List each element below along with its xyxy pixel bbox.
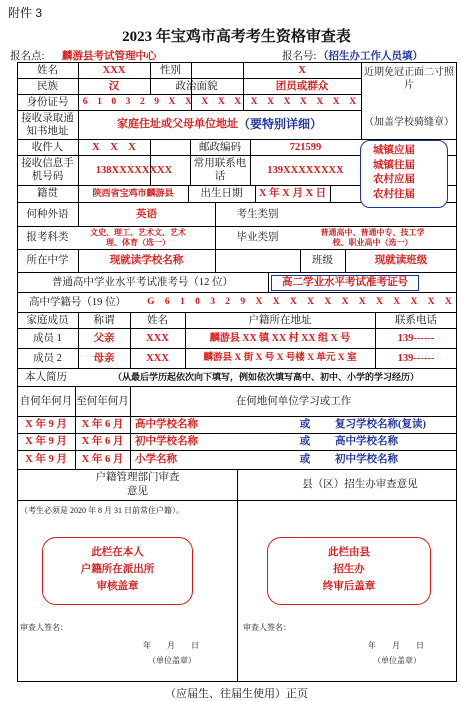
gender-label: 性别 [160, 64, 181, 76]
student-no-digit: X [376, 296, 383, 307]
student-no-digit: X [324, 296, 332, 307]
from-header: 自何年何月 [19, 395, 73, 407]
birth-label: 出生日期 [200, 188, 243, 199]
subject-value: 文史、理工、艺术文、艺术理、体育（选一） [90, 227, 186, 247]
to-header: 至何年何月 [76, 395, 129, 407]
member1-address: 麟游县 XX 镇 XX 村 XX 组 X 号 [209, 332, 351, 344]
category-hint-line: 农村往届 [373, 188, 415, 200]
resume-alt: 复习学校名称(复读) [335, 419, 426, 430]
reg-no-label: 报名号: [282, 51, 317, 62]
photo-note: （加盖学校骑缝章） [364, 116, 454, 128]
resume-from: X 年 9 月 [25, 419, 67, 430]
gender-value: X [298, 64, 306, 76]
where-header: 在何地何单位学习或工作 [235, 395, 352, 407]
id-number [78, 94, 361, 110]
member2-name: XXX [146, 352, 169, 364]
reg-no-value: （招生办工作人员填） [318, 51, 423, 62]
ethnicity-label: 民族 [37, 80, 58, 92]
footer-caption: （应届生、往届生使用）正页 [165, 688, 308, 700]
member2-phone: 139------ [397, 352, 435, 364]
class-label: 班级 [312, 255, 333, 266]
student-no-digit: X [410, 296, 418, 307]
category-hint-line: 农村应届 [373, 174, 415, 185]
recipient-label: 收件人 [31, 141, 64, 153]
student-no-digit: 9 [240, 296, 246, 307]
left-stamp-line: 审核盖章 [96, 581, 139, 592]
hukou-address-header: 户籍所在地址 [248, 314, 312, 326]
id-digit: 2 [139, 96, 145, 107]
phone-label: 常用联系电话 [193, 158, 247, 182]
student-no-digit: G [147, 296, 155, 307]
resume-note: （从最后学历起依次向下填写，例如依次填写高中、初中、小学的学习经历） [112, 371, 419, 382]
name-value: XXX [102, 64, 126, 76]
family-member-header: 家庭成员 [26, 314, 69, 326]
id-digit: X [299, 96, 307, 107]
resume-alt: 高中学校名称 [335, 436, 398, 447]
county-office-header: 县（区）招生办审查意见 [302, 478, 418, 490]
student-number [142, 292, 457, 312]
member2-label: 成员 2 [33, 352, 62, 364]
language-label: 何种外语 [26, 208, 69, 220]
date-right: 年 月 日 [368, 641, 424, 650]
grad-type-value: 普通高中、普通中专、技工学校、职业高中（选一） [320, 227, 425, 247]
category-hint-lines [373, 144, 415, 202]
mobile-value: 138XXXXXXXX [95, 164, 173, 176]
student-no-digit: 0 [195, 296, 200, 307]
student-no-digit: X [255, 296, 263, 307]
resume-alt: 初中学校名称 [335, 454, 398, 465]
resume-or: 或 [299, 436, 311, 447]
school-label: 所在中学 [26, 255, 69, 266]
resume-to: X 年 6 月 [81, 436, 124, 447]
political-label: 政治面貌 [175, 80, 218, 92]
ethnicity-value: 汉 [108, 80, 120, 92]
photo-label-text: 近期免冠正面二寸照片 [364, 67, 454, 91]
student-no-digit: 2 [225, 296, 231, 307]
resume-school: 小学名称 [135, 454, 177, 465]
grad-type-label: 毕业类别 [236, 232, 279, 243]
mobile-label: 接收信息手机号码 [21, 158, 74, 182]
hukou-note: （考生必须是 2020 年 8 月 31 日前常住户籍）。 [20, 506, 184, 515]
attachment-label: 附件 3 [8, 6, 43, 20]
id-digit: X [349, 96, 357, 107]
student-no-label: 高中学籍号（19 位） [28, 296, 127, 308]
student-no-digit: X [341, 296, 349, 307]
native-label: 籍贯 [37, 188, 58, 199]
address-label: 接收录取通知书地址 [21, 112, 74, 137]
resume-from: X 年 9 月 [25, 454, 67, 465]
subject-label: 报考科类 [26, 232, 69, 243]
student-no-digit: X [444, 296, 452, 307]
right-stamp-line: 此栏由县 [328, 547, 370, 558]
postcode-value: 721599 [289, 141, 322, 153]
member1-phone: 139------ [397, 332, 435, 344]
id-digit: X [332, 96, 340, 107]
reg-point-label: 报名点: [10, 51, 45, 62]
id-digit: X [201, 96, 209, 107]
resume-from: X 年 9 月 [25, 436, 67, 447]
reviewer-right: 审查人签名： [243, 623, 291, 632]
student-no-digit: X [427, 296, 435, 307]
member2-address: 麟游县 X 街 X 号 X 号楼 X 单元 X 室 [203, 352, 357, 363]
date-left: 年 月 日 [143, 641, 199, 650]
resume-to: X 年 6 月 [81, 454, 124, 465]
student-no-digit: 6 [164, 296, 170, 307]
id-digit: 1 [97, 96, 102, 107]
id-digit: 6 [82, 96, 88, 107]
member1-relation: 父亲 [93, 332, 115, 344]
category-label: 考生类别 [236, 208, 279, 220]
photo-label [361, 64, 457, 94]
phone-value: 139XXXXXXXX [267, 164, 344, 176]
reviewer-left: 审查人签名： [20, 623, 68, 632]
id-digit: X [283, 96, 291, 107]
id-digit: 9 [154, 96, 159, 107]
id-label: 身份证号 [26, 96, 69, 108]
resume-or: 或 [299, 419, 311, 430]
id-digit: X [267, 96, 274, 107]
id-digit: X [250, 96, 258, 107]
student-no-digit: X [358, 296, 366, 307]
resume-school: 初中学校名称 [135, 436, 198, 447]
birth-value: X 年 X 月 X 日 [258, 188, 327, 199]
id-digit: X [234, 96, 242, 107]
category-hint-line: 城镇往届 [373, 159, 415, 171]
right-stamp-line: 终审后盖章 [322, 581, 376, 592]
left-stamp-line: 此栏在本人 [91, 547, 144, 558]
postcode-label: 邮政编码 [199, 141, 241, 153]
name-label: 姓名 [37, 64, 58, 76]
member1-label: 成员 1 [33, 332, 62, 344]
language-value: 英语 [136, 208, 157, 220]
reg-point-value: 麟游县考试管理中心 [62, 51, 157, 62]
id-digit: X [184, 96, 192, 107]
political-value: 团员或群众 [275, 80, 329, 92]
seal-left: （单位盖章） [148, 656, 196, 665]
right-stamp-line: 招生办 [333, 564, 365, 575]
seal-right: （单位盖章） [373, 656, 421, 665]
resume-label: 本人简历 [25, 371, 67, 383]
member2-relation: 母亲 [93, 352, 115, 364]
id-digit: X [217, 96, 225, 107]
member-name-header: 姓名 [147, 314, 168, 326]
resume-school: 高中学校名称 [135, 419, 198, 430]
member1-name: XXX [146, 332, 169, 344]
page-title: 2023 年宝鸡市高考考生资格审查表 [122, 29, 351, 45]
academic-no-value: 高二学业水平考试准考证号 [282, 276, 408, 288]
id-digit: 3 [125, 96, 131, 107]
category-hint-line: 城镇应届 [373, 145, 415, 156]
id-digit: X [316, 96, 324, 107]
address-value [78, 110, 361, 139]
address-note: （要特别详细） [237, 117, 322, 131]
school-value: 现就读学校名称 [109, 255, 184, 266]
academic-no-label: 普通高中学业水平考试准考号（12 位） [51, 276, 234, 288]
right-stamp-text [267, 544, 431, 595]
native-value: 陕西省宝鸡市麟游县 [92, 188, 174, 198]
left-stamp-text [42, 544, 193, 595]
student-no-digit: 1 [180, 296, 185, 307]
student-no-digit: 3 [210, 296, 215, 307]
student-no-digit: X [289, 296, 297, 307]
hukou-dept-header: 户籍管理部门审查意见 [95, 471, 180, 497]
relation-header: 称谓 [93, 314, 115, 326]
id-digit: 0 [111, 96, 117, 107]
recipient-value: X X X [92, 141, 136, 153]
address-text: 家庭住址或父母单位地址 [116, 118, 238, 130]
contact-header: 联系电话 [395, 314, 437, 326]
class-value: 现就读班级 [374, 255, 428, 266]
student-no-digit: X [307, 296, 314, 307]
left-stamp-line: 户籍所在派出所 [80, 564, 155, 575]
resume-or: 或 [299, 454, 311, 465]
resume-to: X 年 6 月 [81, 419, 124, 430]
id-digit: X [168, 96, 176, 107]
student-no-digit: X [272, 296, 280, 307]
student-no-digit: X [393, 296, 401, 307]
